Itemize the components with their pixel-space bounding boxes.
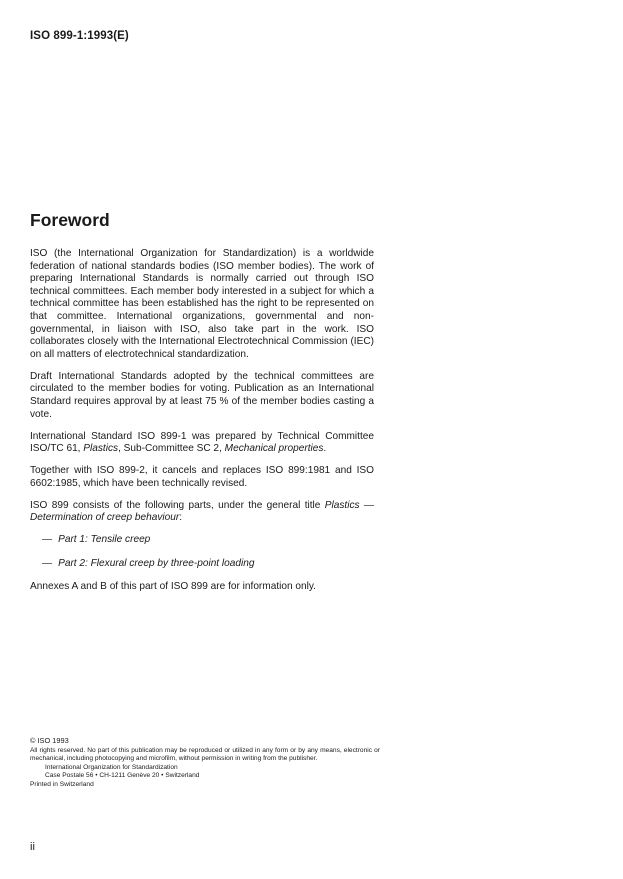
paragraph-iso-overview: ISO (the International Organization for Standardization) is a worldwide federation of national standards bodies (ISO member bodies). The work of preparing International Standards is normally carried out through ISO technical committees. Each member body interested in a subject for which a technical committee has been established has the right to be represented on that committee. International organizations, governmental and non-governmental, in liaison with ISO, also take part in the work. ISO collaborates closely with the International Electrotechnical Commission (IEC) on all matters of electrotechnical standardization. — [30, 248, 374, 360]
printed-in: Printed in Switzerland — [30, 780, 94, 788]
list-dash: — — [42, 557, 53, 569]
part-1-label: Part 1: Tensile creep — [58, 534, 151, 546]
foreword-body — [30, 248, 374, 603]
prepared-by-text: International Standard ISO 899-1 was prepared by Technical Committee ISO/TC 61, — [30, 430, 374, 455]
organization-address: Case Postale 56 • CH-1211 Genève 20 • Switzerland — [45, 772, 200, 780]
rights-statement: All rights reserved. No part of this publication may be reproduced or utilized in any form or by any means, electronic or mechanical, including photocopying and microfilm, without permission in writing from the publisher. — [30, 746, 380, 763]
prepared-by-end: . — [323, 443, 327, 455]
paragraph-prepared-by — [30, 431, 374, 456]
paragraph-annexes: Annexes A and B of this part of ISO 899 are for information only. — [30, 581, 316, 593]
copyright-notice — [30, 737, 380, 790]
parts-intro-text: ISO 899 consists of the following parts, under the general title — [30, 499, 325, 511]
list-dash: — — [42, 534, 53, 546]
paragraph-parts-intro — [30, 500, 374, 525]
list-item — [42, 558, 374, 571]
organization-name: International Organization for Standardization — [45, 763, 178, 771]
page-number: ii — [30, 841, 35, 853]
section-title: Foreword — [30, 210, 110, 230]
parts-intro-end: : — [179, 512, 183, 524]
prepared-by-middle: , Sub-Committee SC 2, — [118, 443, 225, 455]
general-title: Plastics — Determination of creep behaviour — [30, 499, 374, 524]
committee-name: Plastics — [83, 443, 119, 455]
paragraph-draft-standards: Draft International Standards adopted by the technical committees are circulated to the member bodies for voting. Publication as an International Standard requires approval by at least 75 % of the member bodies casting a vote. — [30, 370, 374, 420]
part-2-label: Part 2: Flexural creep by three-point loading — [58, 557, 255, 569]
document-code: ISO 899-1:1993(E) — [30, 30, 129, 42]
paragraph-replaces: Together with ISO 899-2, it cancels and replaces ISO 899:1981 and ISO 6602:1985, which have been technically revised. — [30, 465, 374, 489]
list-item — [42, 534, 374, 547]
subcommittee-name: Mechanical properties — [224, 443, 324, 455]
copyright-line: © ISO 1993 — [30, 736, 69, 745]
